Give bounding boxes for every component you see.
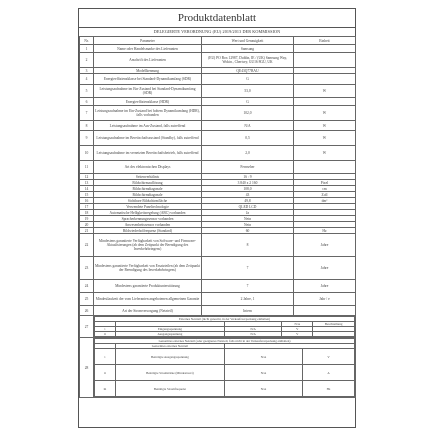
- cell-param: Mindestlaufzeit der vom Lieferanten angebotenen allgemeinen Garantie: [94, 293, 202, 306]
- cell-nr: 23: [80, 257, 94, 280]
- cell-nr: 10: [80, 146, 94, 161]
- cell-param: Mindestens garantierte Produktunterstützung: [94, 280, 202, 293]
- table-row: [80, 280, 356, 293]
- header-nr: Nr.: [80, 37, 94, 45]
- cell-nr: 17: [80, 204, 94, 210]
- cell-value: 49,8: [202, 198, 294, 204]
- cell-nr: 5: [80, 85, 94, 98]
- cell-unit: [294, 53, 356, 68]
- cell-value: Ja: [202, 210, 294, 216]
- cell-param: Seitenverhältnis: [94, 174, 202, 180]
- cell-param: Energieeffizienzklasse bei Standard-Dynamikumfang (SDR): [94, 74, 202, 85]
- cell-param: Verwendete Paneltechnologie: [94, 204, 202, 210]
- block28-row: [95, 381, 355, 397]
- cell-nr: 8: [80, 121, 94, 131]
- cell-value: Fernseher: [202, 161, 294, 174]
- table-row: [80, 131, 356, 146]
- cell-key: iii: [95, 381, 116, 397]
- cell-label: Benötigte Stromfrequenz: [115, 381, 224, 397]
- cell-param: Bildschirmdiagonale: [94, 192, 202, 198]
- cell-unit: Hz: [302, 381, 354, 397]
- cell-unit: Jahre: [294, 234, 356, 257]
- cell-unit: dm²: [294, 198, 356, 204]
- cell-value: G: [202, 74, 294, 85]
- block28-heading: Genormtes externes Netzteil (oder geeignetes Netzteil, falls nicht in der Verkaufsverpackung enthalten): [95, 339, 355, 344]
- cell-value: 102,0: [202, 106, 294, 121]
- cell-unit: W: [294, 146, 356, 161]
- cell-param: Leistungsaufnahme im Bereitschaftszustand (Standby), falls zutreffend: [94, 131, 202, 146]
- cell-value: 60: [202, 228, 294, 234]
- table-row: [80, 53, 356, 68]
- cell-param: Name oder Handelsmarke des Lieferanten: [94, 45, 202, 53]
- cell-nr: 16: [80, 198, 94, 204]
- cell-unit: [294, 74, 356, 85]
- cell-unit: [294, 161, 356, 174]
- table-row: [80, 257, 356, 280]
- cell-unit: Jahr / e: [294, 293, 356, 306]
- cell-nr: 2: [80, 53, 94, 68]
- cell-nr: 22: [80, 234, 94, 257]
- cell-value: 8: [202, 234, 294, 257]
- cell-param: Automatische Helligkeitsregelung (ABC) vorhanden: [94, 210, 202, 216]
- cell-value: 2,0: [202, 146, 294, 161]
- table-row: [80, 306, 356, 316]
- cell-value: N/A: [224, 349, 302, 365]
- cell-unit: V: [282, 332, 313, 337]
- cell-value: 0,5: [202, 131, 294, 146]
- cell-value: Intern: [202, 306, 294, 316]
- cell-nr: 6: [80, 98, 94, 106]
- cell-nr: 3: [80, 68, 94, 74]
- table-row: [80, 106, 356, 121]
- cell-param: Art des elektronischen Displays: [94, 161, 202, 174]
- cell-unit: W: [294, 131, 356, 146]
- cell-nr: 4: [80, 74, 94, 85]
- cell-value: N/A: [202, 121, 294, 131]
- header-unit: Einheit: [294, 37, 356, 45]
- cell-key: ii: [95, 365, 116, 381]
- cell-key: i: [95, 327, 116, 332]
- cell-value: 16 : 9: [202, 174, 294, 180]
- cell-value: 53,0: [202, 85, 294, 98]
- cell-value: 2 Jahre, 1: [202, 293, 294, 306]
- cell-value: N/A: [224, 365, 302, 381]
- cell-nr: 21: [80, 228, 94, 234]
- cell-key: ii: [95, 332, 116, 337]
- cell-value: 43: [202, 192, 294, 198]
- cell-value: Samsung: [202, 45, 294, 53]
- cell-unit: W: [294, 121, 356, 131]
- cell-nr: 13: [80, 180, 94, 186]
- cell-value: (EU) PO Box 12987, Dublin, IE / (UK) Samsung Way, Wokin., Chertsey, GU16 8GU, UK: [202, 53, 294, 68]
- cell-param: Bildschirmdiagonale: [94, 186, 202, 192]
- data-table: [79, 36, 356, 398]
- cell-label: Ausgangsspannung: [115, 332, 224, 337]
- cell-label: Eingangsspannung: [115, 327, 224, 332]
- cell-unit: Jahre: [294, 257, 356, 280]
- cell-nr: 26: [80, 306, 94, 316]
- cell-param: Leistungsaufnahme im vernetzten Bereitschaftsbetrieb, falls zutreffend: [94, 146, 202, 161]
- cell-value: QLED LCD: [202, 204, 294, 210]
- cell-value: N/A: [225, 332, 282, 337]
- header-parameter: Parameter: [94, 37, 202, 45]
- cell-param: Mindestens garantierte Verfügbarkeit von Software- und Firmware-Aktualisierungen (ab dem Zeitpunkt der Beendigung des Inverkehrbringens): [94, 234, 202, 257]
- cell-param: Leistungsaufnahme im Ein-Zustand bei Standard-Dynamikumfang (SDR): [94, 85, 202, 98]
- cell-unit: cm: [294, 186, 356, 192]
- cell-value: N/A: [225, 327, 282, 332]
- cell-unit: W: [294, 106, 356, 121]
- cell-unit: V: [282, 327, 313, 332]
- cell-unit: Jahre: [294, 280, 356, 293]
- cell-nr: 19: [80, 216, 94, 222]
- table-row: [80, 121, 356, 131]
- cell-nr: 15: [80, 192, 94, 198]
- table-row-27: [80, 316, 356, 338]
- product-data-sheet: [78, 8, 356, 428]
- cell-unit: [294, 98, 356, 106]
- cell-value: Nein: [202, 216, 294, 222]
- cell-nr: 25: [80, 293, 94, 306]
- cell-nr: 18: [80, 210, 94, 216]
- cell-nr: 7: [80, 106, 94, 121]
- block27-col-4: Beschreibung: [313, 322, 355, 327]
- table-row: [80, 74, 356, 85]
- cell-value: G: [202, 98, 294, 106]
- document-subtitle: DELEGIERTE VERORDNUNG (EU) 2019/2013 DER KOMMISSION: [79, 27, 355, 37]
- cell-unit: A: [302, 365, 354, 381]
- cell-value: 7: [202, 280, 294, 293]
- cell-unit: Pixel: [294, 180, 356, 186]
- cell-label: Benötigte Ausgangsspannung: [115, 349, 224, 365]
- cell-unit: [294, 306, 356, 316]
- table-header-row: [80, 37, 356, 45]
- cell-unit: Zoll: [294, 192, 356, 198]
- cell-value: Nein: [202, 222, 294, 228]
- cell-unit: Hz: [294, 228, 356, 234]
- table-row: [80, 293, 356, 306]
- table-row: [80, 45, 356, 53]
- cell-param: Leistungsaufnahme im Ein-Zustand bei hohem Dynamikumfang (HDR), falls vorhanden: [94, 106, 202, 121]
- cell-param: Leistungsaufnahme im Aus-Zustand, falls zutreffend: [94, 121, 202, 131]
- cell-param: Mindestens garantierte Verfügbarkeit von Ersatzteilen (ab dem Zeitpunkt der Beendigung des Inverkehrbringens): [94, 257, 202, 280]
- cell-value: 108,0: [202, 186, 294, 192]
- cell-param: Bildwiederholfrequenz (Standard): [94, 228, 202, 234]
- cell-nr: 28: [80, 338, 94, 398]
- table-row: [80, 85, 356, 98]
- cell-param: Anschrift des Lieferanten: [94, 53, 202, 68]
- cell-param: Sichtbare Bildschirmfläche: [94, 198, 202, 204]
- block27-row: [95, 332, 355, 337]
- cell-value: 3 840 x 2 160: [202, 180, 294, 186]
- block28-sub: Genormtes externes Netzteil: [115, 344, 224, 349]
- cell-nr: 11: [80, 161, 94, 174]
- cell-nr: 24: [80, 280, 94, 293]
- cell-value: QE43Q77BAU: [202, 68, 294, 74]
- cell-nr: 1: [80, 45, 94, 53]
- table-row: [80, 146, 356, 161]
- block28-row: [95, 365, 355, 381]
- cell-nr: 27: [80, 316, 94, 338]
- cell-param: Anwesenheitssensor vorhanden: [94, 222, 202, 228]
- table-row: [80, 234, 356, 257]
- cell-unit: W: [294, 85, 356, 98]
- cell-param: Art der Stromversorgung (Netzteil): [94, 306, 202, 316]
- block27-heading: Externes Netzteil (nicht genormt, in der Verkaufsverpackung enthalten): [95, 317, 355, 322]
- block27-col-3: N/A: [282, 322, 313, 327]
- cell-nr: 20: [80, 222, 94, 228]
- header-value: Wert und Genauigkeit: [202, 37, 294, 45]
- cell-nr: 9: [80, 131, 94, 146]
- table-row-28: [80, 338, 356, 398]
- cell-key: i: [95, 349, 116, 365]
- block28-row: [95, 349, 355, 365]
- cell-label: Benötigte Stromstärke (Mindestwert): [115, 365, 224, 381]
- cell-param: Spracherkennungssensor vorhanden: [94, 216, 202, 222]
- cell-param: Bildschirmauflösung: [94, 180, 202, 186]
- cell-nr: 12: [80, 174, 94, 180]
- cell-unit: [294, 45, 356, 53]
- table-row: [80, 98, 356, 106]
- document-title: Produktdatenblatt: [79, 9, 355, 28]
- cell-value: 7: [202, 257, 294, 280]
- table-row: [80, 161, 356, 174]
- cell-value: N/A: [224, 381, 302, 397]
- cell-param: Modellkennung: [94, 68, 202, 74]
- cell-param: Energieeffizienzklasse (HDR): [94, 98, 202, 106]
- cell-unit: V: [302, 349, 354, 365]
- cell-nr: 14: [80, 186, 94, 192]
